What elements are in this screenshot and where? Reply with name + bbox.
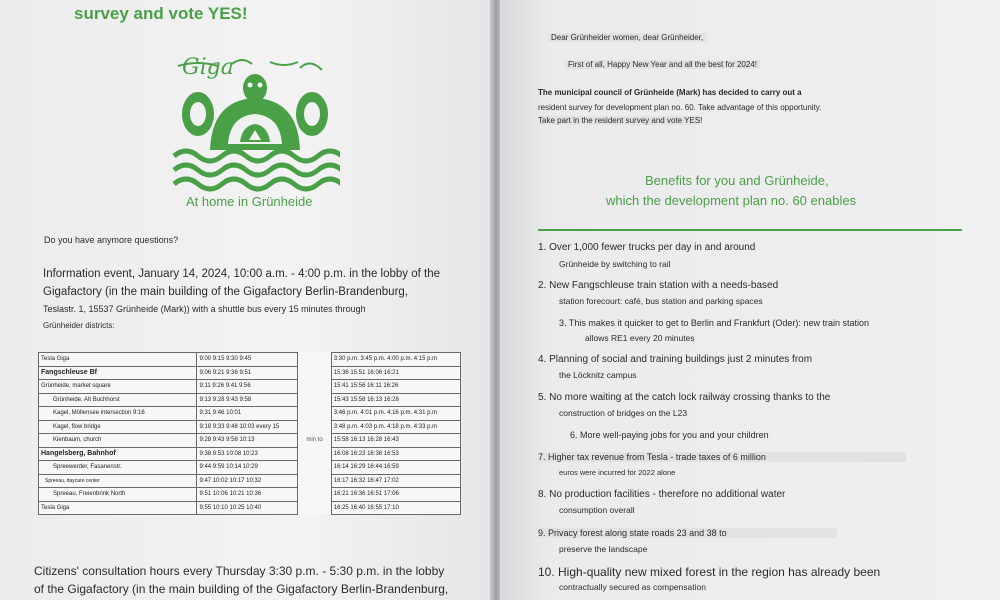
timetable-morning-times: 9:44 9:59 10:14 10:29 (197, 461, 298, 475)
info-line: Grünheider districts: (43, 321, 115, 330)
timetable-afternoon-times: 3:46 p.m. 4:01 p.m. 4:16 p.m. 4:31 p.m (331, 407, 460, 421)
timetable-afternoon-times: 16:14 16:29 16:44 16:59 (331, 461, 460, 475)
timetable-stop: Spreeau, Freienbrink North (39, 488, 197, 502)
timetable-gap (298, 380, 331, 394)
timetable-row (39, 380, 461, 394)
left-headline: survey and vote YES! (74, 4, 248, 23)
benefit-item: 6. More well-paying jobs for you and your children (570, 430, 769, 440)
timetable-morning-times: 9:11 9:26 9:41 9:56 (197, 380, 298, 394)
timetable-afternoon-times: 15:43 15:58 16:13 16:28 (331, 393, 460, 407)
giga-turtle-logo (170, 52, 340, 192)
greeting: Dear Grünheider women, dear Grünheider, (548, 33, 706, 42)
timetable-row (39, 447, 461, 461)
benefit-detail: construction of bridges on the L23 (559, 408, 688, 418)
info-line: Gigafactory (in the main building of the Gigafactory Berlin-Brandenburg, (43, 286, 409, 298)
timetable-stop: Kagel, Möllensee intersection 9:16 (39, 407, 197, 421)
timetable-row (39, 461, 461, 475)
timetable-gap: min to (298, 434, 331, 448)
timetable-morning-times: 9:06 9:21 9:36 9:51 (197, 366, 298, 380)
intro-line: Take part in the resident survey and vote YES! (538, 116, 703, 125)
benefit-detail: preserve the landscape (559, 544, 648, 554)
logo-word: Giga (182, 55, 234, 80)
timetable-row (39, 434, 461, 448)
timetable-stop: Hangelsberg, Bahnhof (39, 447, 197, 461)
question-text: Do you have anymore questions? (44, 235, 179, 245)
timetable-row (39, 407, 461, 421)
timetable-afternoon-times: 15:36 15:51 16:06 16:21 (331, 366, 460, 380)
timetable-gap (298, 488, 331, 502)
info-line: Teslastr. 1, 15537 Grünheide (Mark)) with a shuttle bus every 15 minutes through (43, 304, 366, 314)
tagline: At home in Grünheide (186, 194, 313, 209)
timetable-morning-times: 9:31 9:46 10:01 (197, 407, 298, 421)
benefits-title: Benefits for you and Grünheide, (645, 173, 829, 188)
benefit-item: 7. Higher tax revenue from Tesla - trade taxes of 6 million (538, 452, 906, 462)
timetable-stop: Tesla Giga (39, 501, 197, 515)
timetable-afternoon-times: 15:58 16:13 16:28 16:43 (331, 434, 460, 448)
timetable-morning-times: 9:28 9:43 9:58 10:13 (197, 434, 298, 448)
timetable-row (39, 353, 461, 367)
shuttle-timetable (38, 352, 461, 515)
timetable-afternoon-times: 16:21 16:36 16:51 17:06 (331, 488, 460, 502)
green-divider (538, 229, 962, 231)
benefit-detail: contractually secured as compensation (559, 582, 706, 592)
timetable-gap (298, 501, 331, 515)
timetable-morning-times: 9:38 9:53 10:08 10:23 (197, 447, 298, 461)
benefits-subtitle: which the development plan no. 60 enables (606, 193, 857, 208)
benefit-item: 1. Over 1,000 fewer trucks per day in and around (538, 242, 756, 253)
timetable-stop: Tesla Giga (39, 353, 197, 367)
timetable-morning-times: 9:18 9:33 9:48 10:03 every 15 (197, 420, 298, 434)
consultation-line: Citizens' consultation hours every Thursday 3:30 p.m. - 5:30 p.m. in the lobby (34, 564, 445, 578)
intro-line: The municipal council of Grünheide (Mark) has decided to carry out a (538, 88, 802, 97)
benefit-item: 2. New Fangschleuse train station with a needs-based (538, 280, 779, 291)
intro-line: resident survey for development plan no. 60. Take advantage of this opportunity. (538, 103, 822, 112)
timetable-row (39, 488, 461, 502)
new-year-wish: First of all, Happy New Year and all the best for 2024! (565, 60, 760, 69)
timetable-row (39, 393, 461, 407)
timetable-morning-times: 9:51 10:06 10:21 10:36 (197, 488, 298, 502)
timetable-morning-times: 9:00 9:15 9:30 9:45 (197, 353, 298, 367)
timetable-morning-times: 9:13 9:28 9:43 9:58 (197, 393, 298, 407)
timetable-afternoon-times: 16:08 16:23 16:38 16:53 (331, 447, 460, 461)
timetable-row (39, 366, 461, 380)
timetable-gap (298, 407, 331, 421)
timetable-stop: Grünheide, market square (39, 380, 197, 394)
timetable-stop: Spreewerder, Fasanenstr. (39, 461, 197, 475)
timetable-afternoon-times: 15:41 15:56 16:11 16:26 (331, 380, 460, 394)
benefit-item: 5. No more waiting at the catch lock railway crossing thanks to the (538, 392, 831, 403)
benefit-item: 8. No production facilities - therefore no additional water (538, 489, 786, 500)
timetable-stop: Kienbaum, church (39, 434, 197, 448)
timetable-stop: Kagel, flow bridge (39, 420, 197, 434)
benefit-item: 3. This makes it quicker to get to Berlin and Frankfurt (Oder): new train station (559, 318, 869, 328)
turtle-logo-icon (170, 52, 340, 192)
left-page (0, 0, 492, 600)
timetable-gap (298, 461, 331, 475)
benefit-detail: consumption overall (559, 505, 635, 515)
timetable-afternoon-times: 3:30 p.m. 3:45 p.m. 4:00 p.m. 4:15 p.m (331, 353, 460, 367)
benefit-item: 10. High-quality new mixed forest in the region has already been (538, 565, 881, 579)
timetable-afternoon-times: 16:25 16:40 16:55 17:10 (331, 501, 460, 515)
benefit-item: 4. Planning of social and training buildings just 2 minutes from (538, 354, 813, 365)
timetable-afternoon-times: 16:17 16:32 16:47 17:02 (331, 474, 460, 488)
timetable-row (39, 501, 461, 515)
timetable-gap (298, 353, 331, 367)
benefit-detail: euros were incurred for 2022 alone (559, 468, 676, 477)
timetable-row (39, 474, 461, 488)
consultation-line: of the Gigafactory (in the main building of the Gigafactory Berlin-Brandenburg, (34, 582, 449, 596)
timetable-afternoon-times: 3:48 p.m. 4:03 p.m. 4:18 p.m. 4:33 p.m (331, 420, 460, 434)
timetable-stop: Spreeau, daycare center (39, 474, 197, 488)
benefit-item: 9. Privacy forest along state roads 23 and 38 to (538, 528, 837, 538)
timetable-morning-times: 9:55 10:10 10:25 10:40 (197, 501, 298, 515)
timetable-gap (298, 474, 331, 488)
timetable-gap (298, 393, 331, 407)
timetable-morning-times: 9:47 10:02 10:17 10:32 (197, 474, 298, 488)
timetable-gap (298, 420, 331, 434)
info-line: Information event, January 14, 2024, 10:00 a.m. - 4:00 p.m. in the lobby of the (43, 268, 440, 280)
timetable-row (39, 420, 461, 434)
benefit-detail: Grünheide by switching to rail (559, 259, 671, 269)
timetable-gap (298, 366, 331, 380)
timetable-stop: Fangschleuse Bf (39, 366, 197, 380)
timetable-stop: Grünheide, Alt Buchhorst (39, 393, 197, 407)
benefit-detail: the Löcknitz campus (559, 370, 637, 380)
timetable-gap (298, 447, 331, 461)
benefit-detail: station forecourt: café, bus station and parking spaces (559, 296, 763, 306)
benefit-detail: allows RE1 every 20 minutes (585, 333, 695, 343)
